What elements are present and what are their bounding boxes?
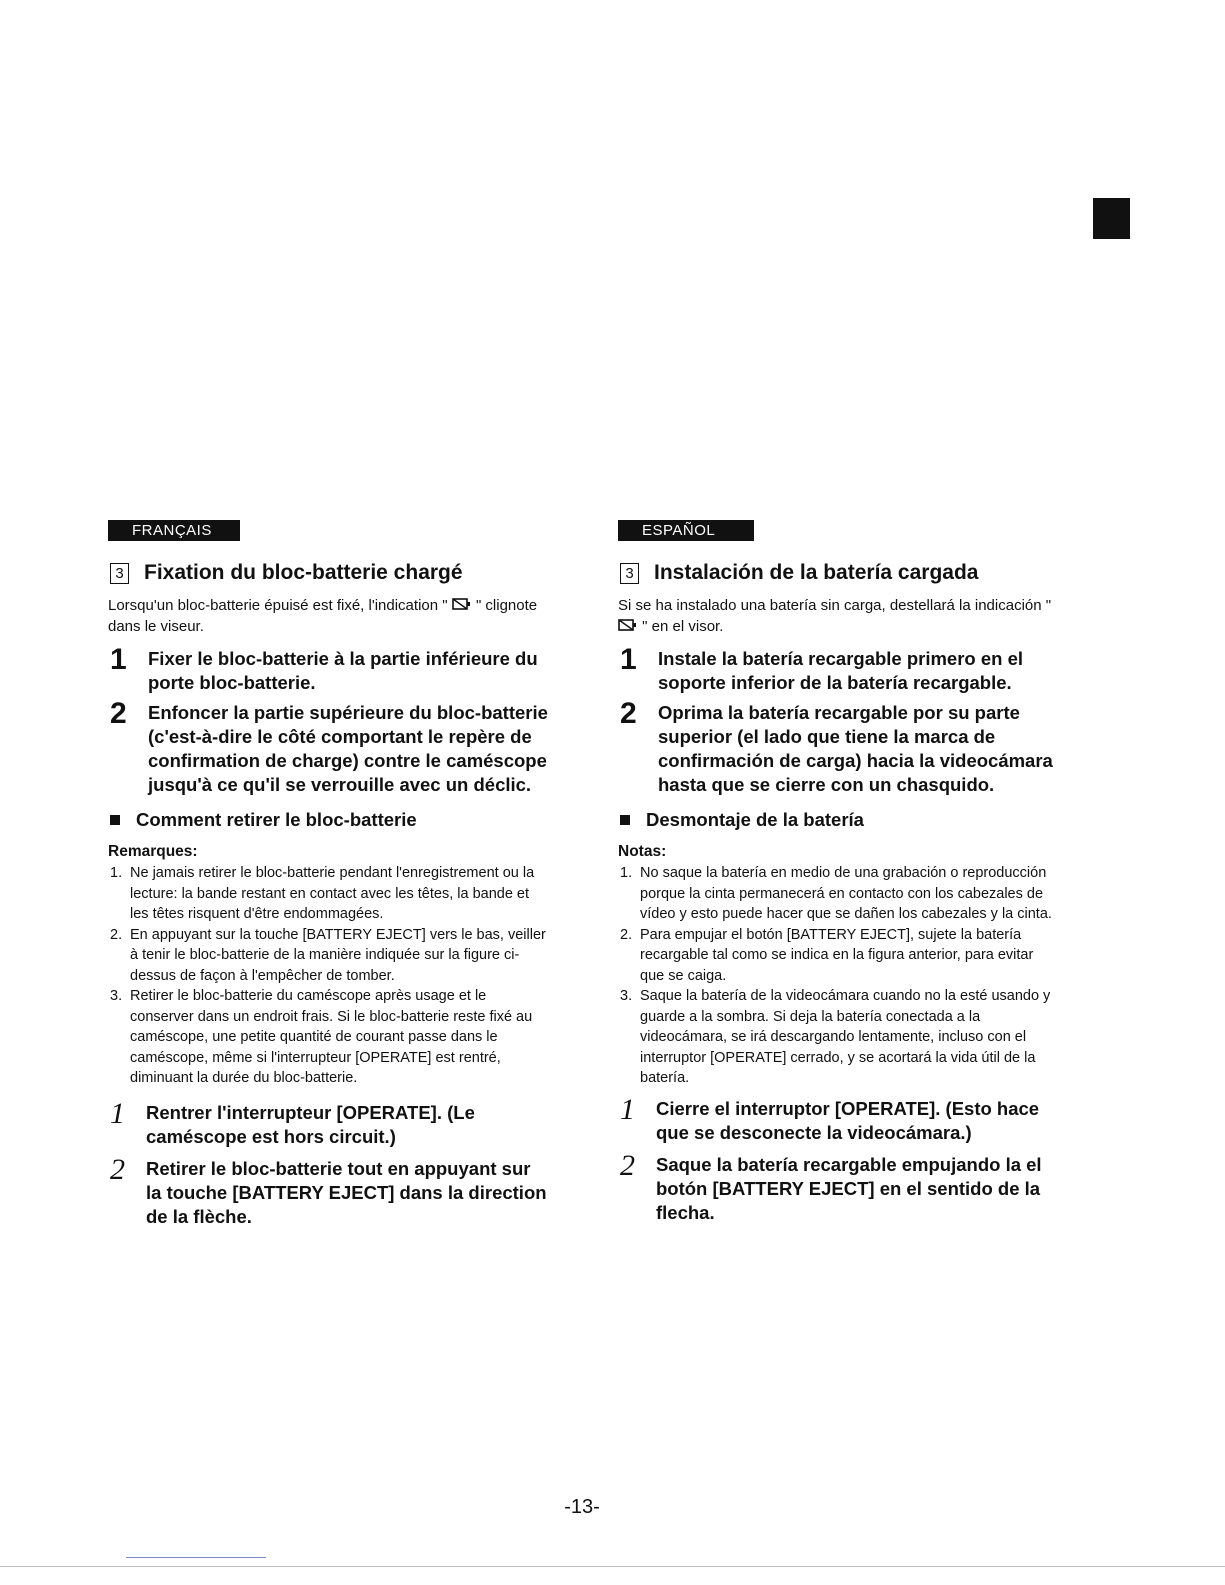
note-item (618, 863, 1058, 925)
step-text: Saque la batería recargable empujando la el botón [BATTERY EJECT] en el sentido de la flecha. (656, 1153, 1042, 1223)
step-text: Fixer le bloc-batterie à la partie inférieure du porte bloc-batterie. (148, 648, 538, 693)
step-number: 2 (110, 1152, 125, 1186)
removal-heading-text: Comment retirer le bloc-batterie (136, 809, 417, 830)
step-number: 1 (110, 643, 127, 676)
notes-label: Notas: (618, 843, 667, 860)
spanish-column (618, 520, 1058, 1225)
note-number: 2. (620, 926, 633, 943)
step-number: 1 (620, 1092, 635, 1126)
note-text: Saque la batería de la videocámara cuando no la esté usando y guarde a la sombra. Si deja la batería conectada a la videocámara, se irá descargando lentamente, incluso con el interruptor [OPERATE] cerrado, y se acortará la vida útil de la batería. (640, 988, 1051, 1086)
step-number: 2 (620, 1148, 635, 1182)
step-number: 1 (110, 1096, 125, 1130)
step-text: Rentrer l'interrupteur [OPERATE]. (Le caméscope est hors circuit.) (146, 1101, 475, 1147)
section-heading (108, 561, 548, 585)
step-text: Cierre el interruptor [OPERATE]. (Esto hace que se desconecte la videocámara.) (656, 1097, 1040, 1143)
intro-text: Si se ha instalado una batería sin carga, destellará la indicación " (618, 597, 1052, 614)
removal-step-2 (618, 1148, 1058, 1225)
notes-list (108, 863, 548, 1089)
note-item (618, 925, 1058, 987)
step-1 (108, 643, 548, 695)
step-2 (618, 697, 1058, 797)
step-number: 2 (110, 697, 127, 730)
note-number: 1. (110, 865, 123, 881)
scan-artifact-line (126, 1557, 266, 1558)
step-2 (108, 697, 548, 797)
step-text: Instale la batería recargable primero en el soporte inferior de la batería recargable. (658, 648, 1024, 693)
note-item (618, 986, 1058, 1089)
language-tag: FRANÇAIS (108, 520, 240, 541)
intro-paragraph (108, 595, 548, 637)
scan-artifact-line (0, 1566, 1225, 1567)
step-text: Retirer le bloc-batterie tout en appuyant sur la touche [BATTERY EJECT] dans la direction de la flèche. (146, 1157, 547, 1227)
square-bullet-icon (620, 815, 630, 825)
step-number: 1 (620, 643, 637, 676)
removal-heading (108, 809, 548, 831)
intro-paragraph (618, 595, 1058, 637)
section-title: Instalación de la batería cargada (654, 561, 979, 584)
notes-list (618, 863, 1058, 1089)
removal-step-2 (108, 1152, 548, 1229)
note-text: En appuyant sur la touche [BATTERY EJECT] vers le bas, veiller à tenir le bloc-batterie de la manière indiquée sur la figure ci-dessus de façon à l'empêcher de tomber. (130, 926, 546, 984)
note-item (108, 986, 548, 1089)
removal-heading (618, 809, 1058, 831)
notes-label: Remarques: (108, 843, 198, 860)
removal-heading-text: Desmontaje de la batería (646, 809, 864, 830)
step-text: Oprima la batería recargable por su parte superior (el lado que tiene la marca de confirmación de carga) hacia la videocámara hasta que se cierre con un chasquido. (658, 702, 1053, 795)
step-number: 2 (620, 697, 637, 730)
french-column (108, 520, 548, 1229)
section-title: Fixation du bloc-batterie chargé (144, 561, 463, 584)
note-text: Para empujar el botón [BATTERY EJECT], sujete la batería recargable tal como se indica en la figura anterior, para evitar que se caiga. (640, 926, 1034, 984)
intro-text-end: " en el visor. (642, 618, 724, 635)
note-number: 3. (110, 988, 123, 1004)
note-number: 1. (620, 865, 633, 881)
section-number-box: 3 (620, 563, 639, 584)
step-text: Enfoncer la partie supérieure du bloc-batterie (c'est-à-dire le côté comportant le repère de confirmation de charge) contre le caméscope jusqu'à ce qu'il se verrouille avec un déclic. (148, 702, 548, 795)
battery-empty-icon (618, 618, 638, 632)
removal-step-1 (108, 1096, 548, 1149)
square-bullet-icon (110, 815, 120, 825)
note-text: Ne jamais retirer le bloc-batterie pendant l'enregistrement ou la lecture: la bande restant en contact avec les têtes, la bande et les têtes risquent d'être endommagées. (130, 865, 535, 922)
section-number-box: 3 (110, 563, 129, 584)
intro-text: Lorsqu'un bloc-batterie épuisé est fixé, l'indication " (108, 597, 448, 614)
removal-step-1 (618, 1092, 1058, 1145)
step-1 (618, 643, 1058, 695)
intro-text-end: " clignote dans le viseur. (108, 597, 538, 635)
battery-empty-icon (452, 597, 472, 611)
note-item (108, 925, 548, 987)
note-number: 3. (620, 988, 633, 1004)
section-heading (618, 561, 1058, 585)
note-text: No saque la batería en medio de una grabación o reproducción porque la cinta permanecerá en contacto con los cabezales de vídeo y esto puede hacer que se dañen los cabezales y la cinta. (640, 865, 1052, 922)
page-edge-tab-marker (1093, 198, 1130, 239)
note-item (108, 863, 548, 925)
page-number: -13- (564, 1496, 600, 1518)
note-number: 2. (110, 926, 123, 943)
note-text: Retirer le bloc-batterie du caméscope après usage et le conserver dans un endroit frais. Si le bloc-batterie reste fixé au caméscope, une petite quantité de courant passe dans le caméscope, même si l'interrupteur [OPERATE] est rentré, diminuant la durée du bloc-batterie. (130, 988, 533, 1086)
language-tag: ESPAÑOL (618, 520, 754, 541)
